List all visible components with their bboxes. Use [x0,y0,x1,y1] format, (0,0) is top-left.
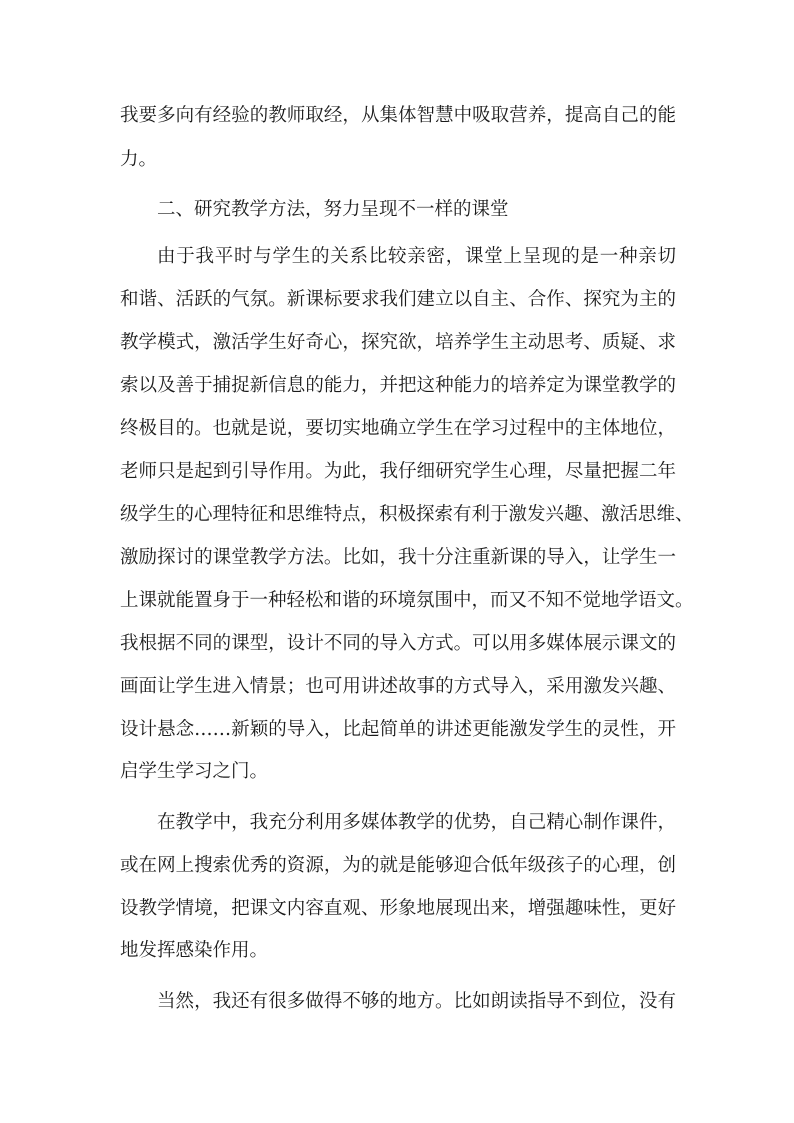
paragraph-line: 我根据不同的课型，设计不同的导入方式。可以用多媒体展示课文的 [120,633,676,654]
paragraph-line: 或在网上搜索优秀的资源，为的就是能够迎合低年级孩子的心理，创 [120,855,676,876]
paragraph-line: 当然，我还有很多做得不够的地方。比如朗读指导不到位，没有 [157,991,676,1012]
paragraph-line: 在教学中，我充分利用多媒体教学的优势，自己精心制作课件， [157,812,676,833]
paragraph-line: 索以及善于捕捉新信息的能力，并把这种能力的培养定为课堂教学的 [120,375,676,396]
paragraph-line: 启学生学习之门。 [120,761,269,782]
paragraph-line: 教学模式，激活学生好奇心，探究欲，培养学生主动思考、质疑、求 [120,332,676,353]
paragraph-line: 终极目的。也就是说，要切实地确立学生在学习过程中的主体地位， [120,418,676,439]
paragraph-line: 级学生的心理特征和思维特点，积极探索有利于激发兴趣、激活思维、 [120,504,694,525]
paragraph-line: 画面让学生进入情景；也可用讲述故事的方式导入，采用激发兴趣、 [120,676,676,697]
paragraph-line: 老师只是起到引导作用。为此，我仔细研究学生心理，尽量把握二年 [120,461,676,482]
paragraph-line: 我要多向有经验的教师取经，从集体智慧中吸取营养，提高自己的能 [120,105,676,126]
paragraph-line: 设计悬念……新颖的导入，比起简单的讲述更能激发学生的灵性，开 [120,719,676,740]
paragraph-line: 上课就能置身于一种轻松和谐的环境氛围中，而又不知不觉地学语文。 [120,590,694,611]
paragraph-line: 由于我平时与学生的关系比较亲密，课堂上呈现的是一种亲切 [157,246,676,267]
paragraph-line: 和谐、活跃的气氛。新课标要求我们建立以自主、合作、探究为主的 [120,289,676,310]
paragraph-line: 设教学情境，把课文内容直观、形象地展现出来，增强趣味性，更好 [120,898,676,919]
paragraph-line: 激励探讨的课堂教学方法。比如，我十分注重新课的导入，让学生一 [120,547,676,568]
paragraph-line: 地发挥感染作用。 [120,940,269,961]
paragraph-line: 力。 [120,149,158,170]
section-heading: 二、研究教学方法，努力呈现不一样的课堂 [157,199,509,220]
